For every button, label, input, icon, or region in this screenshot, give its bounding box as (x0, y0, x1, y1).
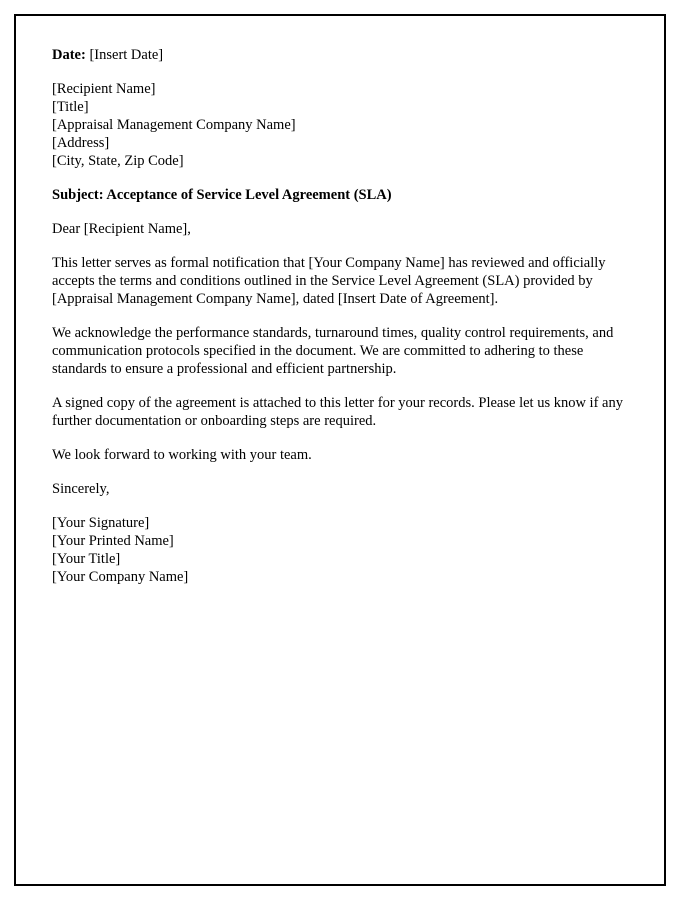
recipient-name-line: [Recipient Name] (52, 81, 156, 97)
date-value: [Insert Date] (85, 47, 164, 63)
body-paragraph-4: We look forward to working with your team. (52, 447, 312, 463)
closing: Sincerely, (52, 481, 110, 497)
recipient-city-line: [City, State, Zip Code] (52, 153, 184, 169)
signature-block (52, 514, 628, 586)
body-paragraph-2: We acknowledge the performance standards, turnaround times, quality control requirements, and communication protocols specified in the document. We are committed to adhering to these standards to ensure a professional and efficient partnership. (52, 325, 614, 377)
date-line (52, 46, 628, 64)
recipient-address-line: [Address] (52, 135, 110, 151)
signature-line: [Your Signature] (52, 515, 150, 531)
signer-company-line: [Your Company Name] (52, 569, 189, 585)
printed-name-line: [Your Printed Name] (52, 533, 174, 549)
body-paragraph-1: This letter serves as formal notification that [Your Company Name] has reviewed and officially accepts the terms and conditions outlined in the Service Level Agreement (SLA) provided by [Appraisal Management Company Name], dated [Insert Date of Agreement]. (52, 255, 606, 307)
recipient-company-line: [Appraisal Management Company Name] (52, 117, 296, 133)
body-paragraph-3: A signed copy of the agreement is attached to this letter for your records. Please let us know if any further documentation or onboarding steps are required. (52, 395, 623, 429)
recipient-block (52, 80, 628, 170)
salutation: Dear [Recipient Name], (52, 221, 191, 237)
recipient-title-line: [Title] (52, 99, 89, 115)
letter-page (14, 14, 666, 886)
signer-title-line: [Your Title] (52, 551, 121, 567)
date-label: Date: (52, 47, 86, 63)
subject-line: Subject: Acceptance of Service Level Agreement (SLA) (52, 187, 392, 203)
